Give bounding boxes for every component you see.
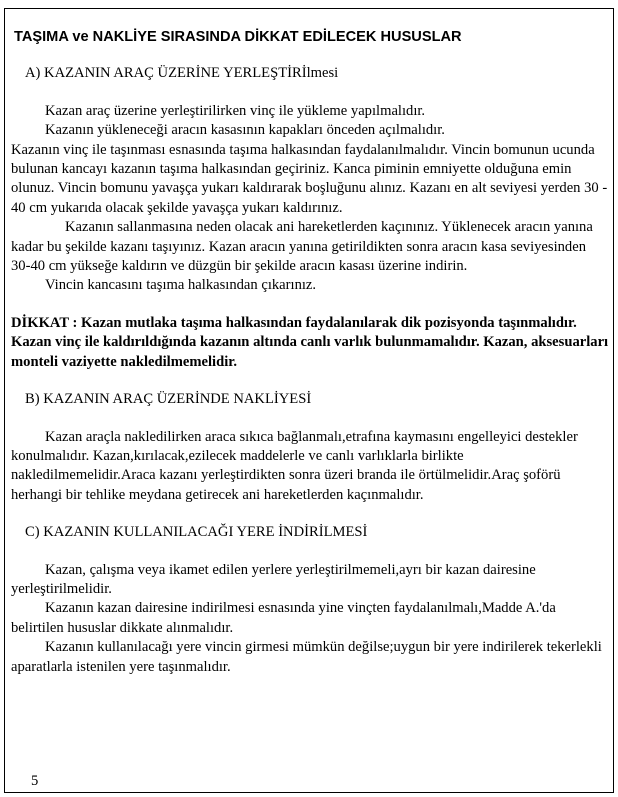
page-title: TAŞIMA ve NAKLİYE SIRASINDA DİKKAT EDİLECEK HUSUSLAR (14, 29, 462, 45)
section-a-paragraph-3: Kazanın vinç ile taşınması esnasında taşıma halkasından faydalanılmalıdır. Vincin bomunun ucunda bulunan kancayı kazanın taşıma halkasından geçiriniz. Kanca piminin emniyette olduğuna emin olunuz. Vincin bomunu yavaşça yukarı kaldırarak boşluğunu alınız. Kazanı en alt seviyesi yerden 30 - 40 cm yukarıda olacak şekilde yavaşça yukarı kaldırınız. (11, 141, 608, 216)
document-body (11, 28, 609, 677)
section-b-heading: B) KAZANIN ARAÇ ÜZERİNDE NAKLİYESİ (25, 391, 312, 408)
section-c-paragraph-3: Kazanın kullanılacağı yere vincin girmesi mümkün değilse;uygun bir yere indirilerek tekerlekli aparatlarla istenilen yere taşınmalıdır. (11, 639, 602, 675)
warning-text: DİKKAT : Kazan mutlaka taşıma halkasından faydalanılarak dik pozisyonda taşınmalıdır. Kazan vinç ile kaldırıldığında kazanın altında canlı varlık bulunmamalıdır. Kazan, aksesuarları monteli vaziyette nakledilmemelidir. (11, 314, 609, 370)
section-c-heading: C) KAZANIN KULLANILACAĞI YERE İNDİRİLMESİ (25, 524, 368, 541)
section-a-paragraph-4: Kazanın sallanmasına neden olacak ani hareketlerden kaçınınız. Yüklenecek aracın yanına kadar bu şekilde kazanı taşıyınız. Kazan aracın yanına getirildikten sonra aracın kasa seviyesinden 30-40 cm yükseğe kaldırın ve düzgün bir şekilde aracın kasası üzerine indirin. (11, 219, 593, 275)
section-a-heading: A) KAZANIN ARAÇ ÜZERİNE YERLEŞTİRİlmesi (25, 65, 339, 82)
section-a-paragraph-2: Kazanın yükleneceği aracın kasasının kapakları önceden açılmalıdır. (45, 122, 445, 139)
section-c-paragraph-2: Kazanın kazan dairesine indirilmesi esnasında yine vinçten faydalanılmalı,Madde A.'da belirtilen hususlar dikkate alınmalıdır. (11, 600, 556, 636)
section-a-paragraph-5: Vincin kancasını taşıma halkasından çıkarınız. (45, 277, 317, 294)
section-c-paragraph-1: Kazan, çalışma veya ikamet edilen yerlere yerleştirilmemeli,ayrı bir kazan dairesine yerleştirilmelidir. (11, 561, 536, 597)
section-b-paragraph-1: Kazan araçla nakledilirken araca sıkıca bağlanmalı,etrafına kaymasını engelleyici destekler konulmalıdır. Kazan,kırılacak,ezilecek maddelerle ve canlı varlıklarla birlikte nakledilmemelidir.Araca kazanı yerleştirdikten sonra üzeri branda ile örtülmelidir.Araç şoförü herhangi bir tehlike meydana getirecek ani hareketlerden kaçınmalıdır. (11, 428, 578, 503)
page-number: 5 (31, 773, 39, 789)
section-a-paragraph-1: Kazan araç üzerine yerleştirilirken vinç ile yükleme yapılmalıdır. (45, 102, 426, 119)
